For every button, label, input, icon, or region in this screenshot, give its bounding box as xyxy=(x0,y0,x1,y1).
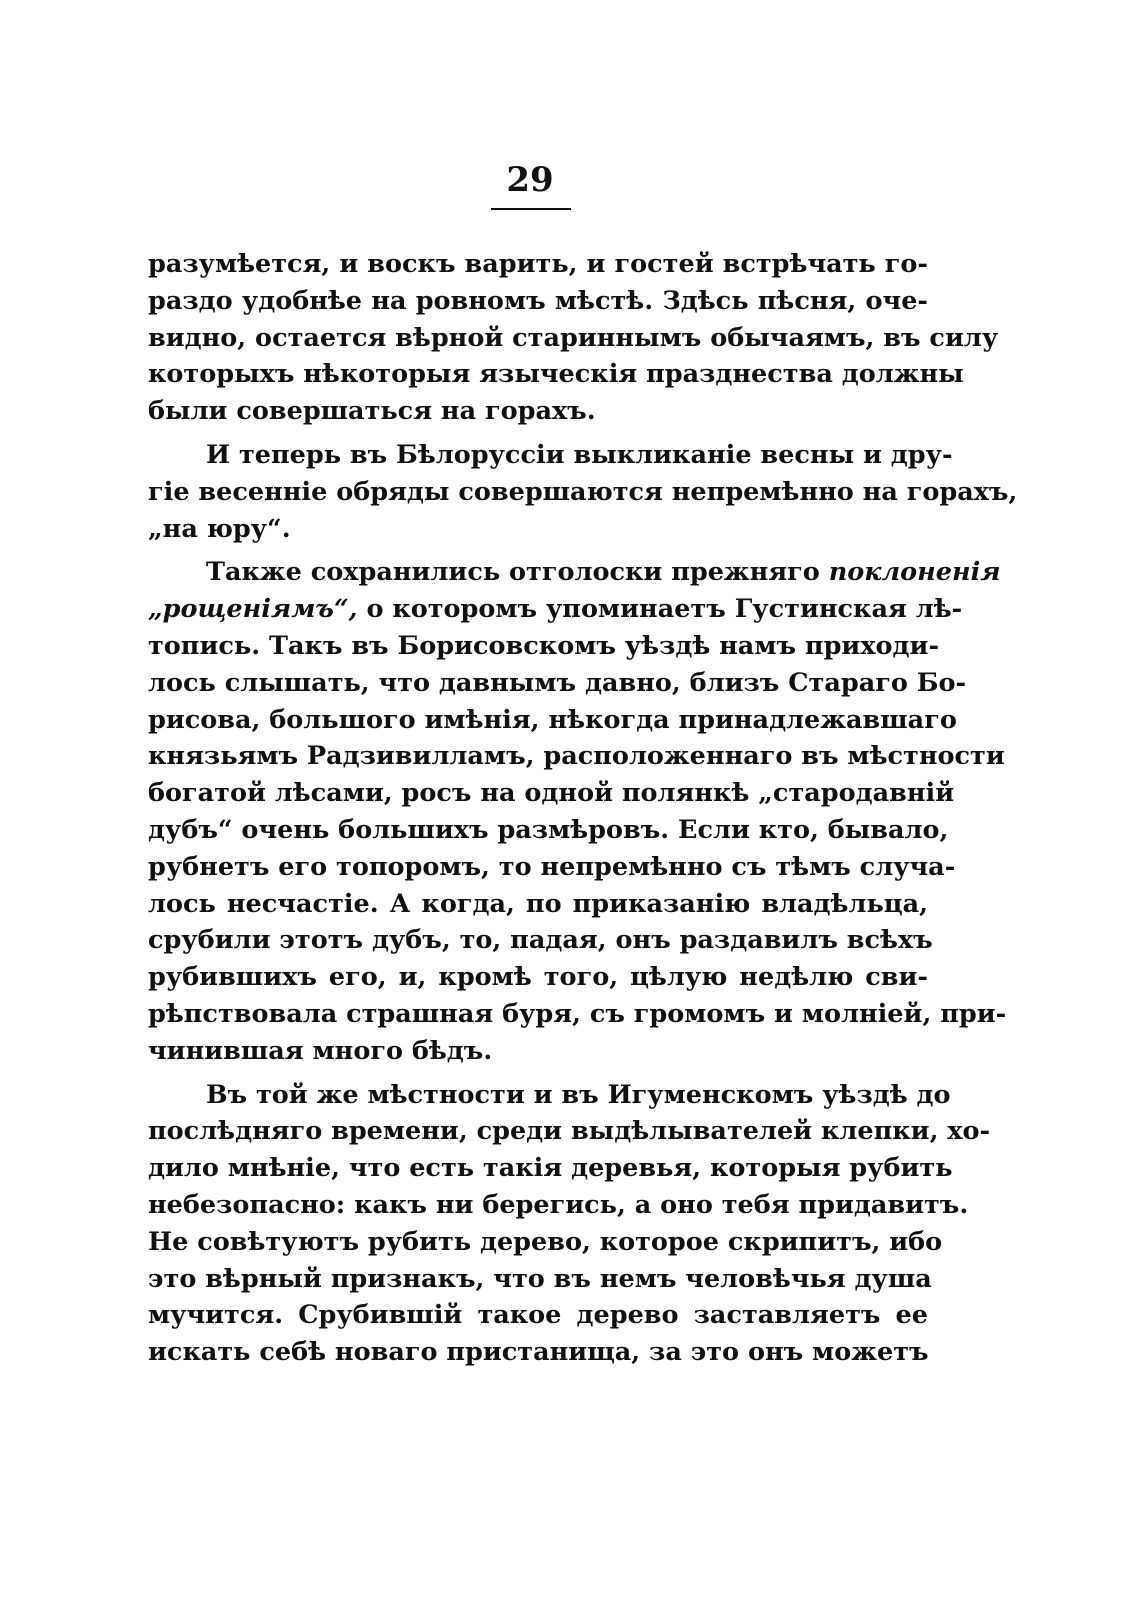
text-line: „на юру“. xyxy=(148,513,291,544)
text-line: лось слышать, что давнымъ давно, близъ Стараго Бо- xyxy=(148,667,967,698)
text-line: видно, остается вѣрной стариннымъ обычаямъ, въ силу xyxy=(148,322,999,353)
text-line: мучится. Срубившій такое дерево заставляетъ ее xyxy=(148,1300,928,1331)
text-segment: Также сохранились отголоски прежняго xyxy=(206,557,829,588)
text-line: послѣдняго времени, среди выдѣлывателей клепки, хо- xyxy=(148,1116,991,1147)
paragraph-4 xyxy=(148,1077,991,1371)
italic-term: поклоненія xyxy=(828,557,1001,588)
page-number: 29 xyxy=(506,160,554,200)
text-line: это вѣрный признакъ, что въ немъ человѣчья душа xyxy=(148,1263,932,1294)
paragraph-3 xyxy=(148,554,1007,1069)
text-line: гіе весенніе обряды совершаются непремѣнно на горахъ, xyxy=(148,476,1018,507)
text-line: разумѣется, и воскъ варить, и гостей встрѣчать го- xyxy=(148,249,928,279)
text-segment: о которомъ упоминаетъ Густинская лѣ- xyxy=(357,594,963,625)
text-line: дило мнѣніе, что есть такія деревья, которыя рубить xyxy=(148,1153,953,1184)
text-line: богатой лѣсами, росъ на одной полянкѣ „стародавній xyxy=(148,778,955,809)
text-line: срубили этотъ дубъ, то, падая, онъ раздавилъ всѣхъ xyxy=(148,925,933,956)
text-line: раздо удобнѣе на ровномъ мѣстѣ. Здѣсь пѣсня, оче- xyxy=(148,285,928,316)
text-line: рѣпствовала страшная буря, съ громомъ и молніей, при- xyxy=(148,998,1007,1029)
text-line: рубившихъ его, и, кромѣ того, цѣлую недѣлю сви- xyxy=(148,962,928,993)
body-text xyxy=(148,246,1018,1371)
text-line: Не совѣтуютъ рубить дерево, которое скрипитъ, ибо xyxy=(148,1226,943,1257)
text-line: небезопасно: какъ ни берегись, а оно тебя придавитъ. xyxy=(148,1189,969,1220)
text-line: И теперь въ Бѣлоруссіи выкликаніе весны и дру- xyxy=(206,439,953,470)
text-line: топись. Такъ въ Борисовскомъ уѣздѣ намъ приходи- xyxy=(148,630,940,661)
text-line: лось несчастіе. А когда, по приказанію владѣльца, xyxy=(148,888,928,919)
text-line: рисова, большого имѣнія, нѣкогда принадлежавшаго xyxy=(148,704,957,735)
text-line xyxy=(148,554,1001,591)
text-line: искать себѣ новаго пристанища, за это онъ можетъ xyxy=(148,1337,929,1368)
paragraph-1 xyxy=(148,246,999,430)
text-line: которыхъ нѣкоторыя языческія празднества должны xyxy=(148,359,964,390)
text-line xyxy=(148,591,963,628)
page-number-rule xyxy=(491,208,571,210)
text-line: были совершаться на горахъ. xyxy=(148,396,596,427)
text-line: рубнетъ его топоромъ, то непремѣнно съ тѣмъ случа- xyxy=(148,851,956,882)
text-line: Въ той же мѣстности и въ Игуменскомъ уѣздѣ до xyxy=(206,1079,951,1110)
paragraph-2 xyxy=(148,437,1018,547)
text-line: чинившая много бѣдъ. xyxy=(148,1035,493,1066)
italic-term: „рощеніямъ“, xyxy=(148,594,358,625)
text-line: дубъ“ очень большихъ размѣровъ. Если кто, бывало, xyxy=(148,814,949,845)
text-line: князьямъ Радзивилламъ, расположеннаго въ мѣстности xyxy=(148,741,1005,772)
